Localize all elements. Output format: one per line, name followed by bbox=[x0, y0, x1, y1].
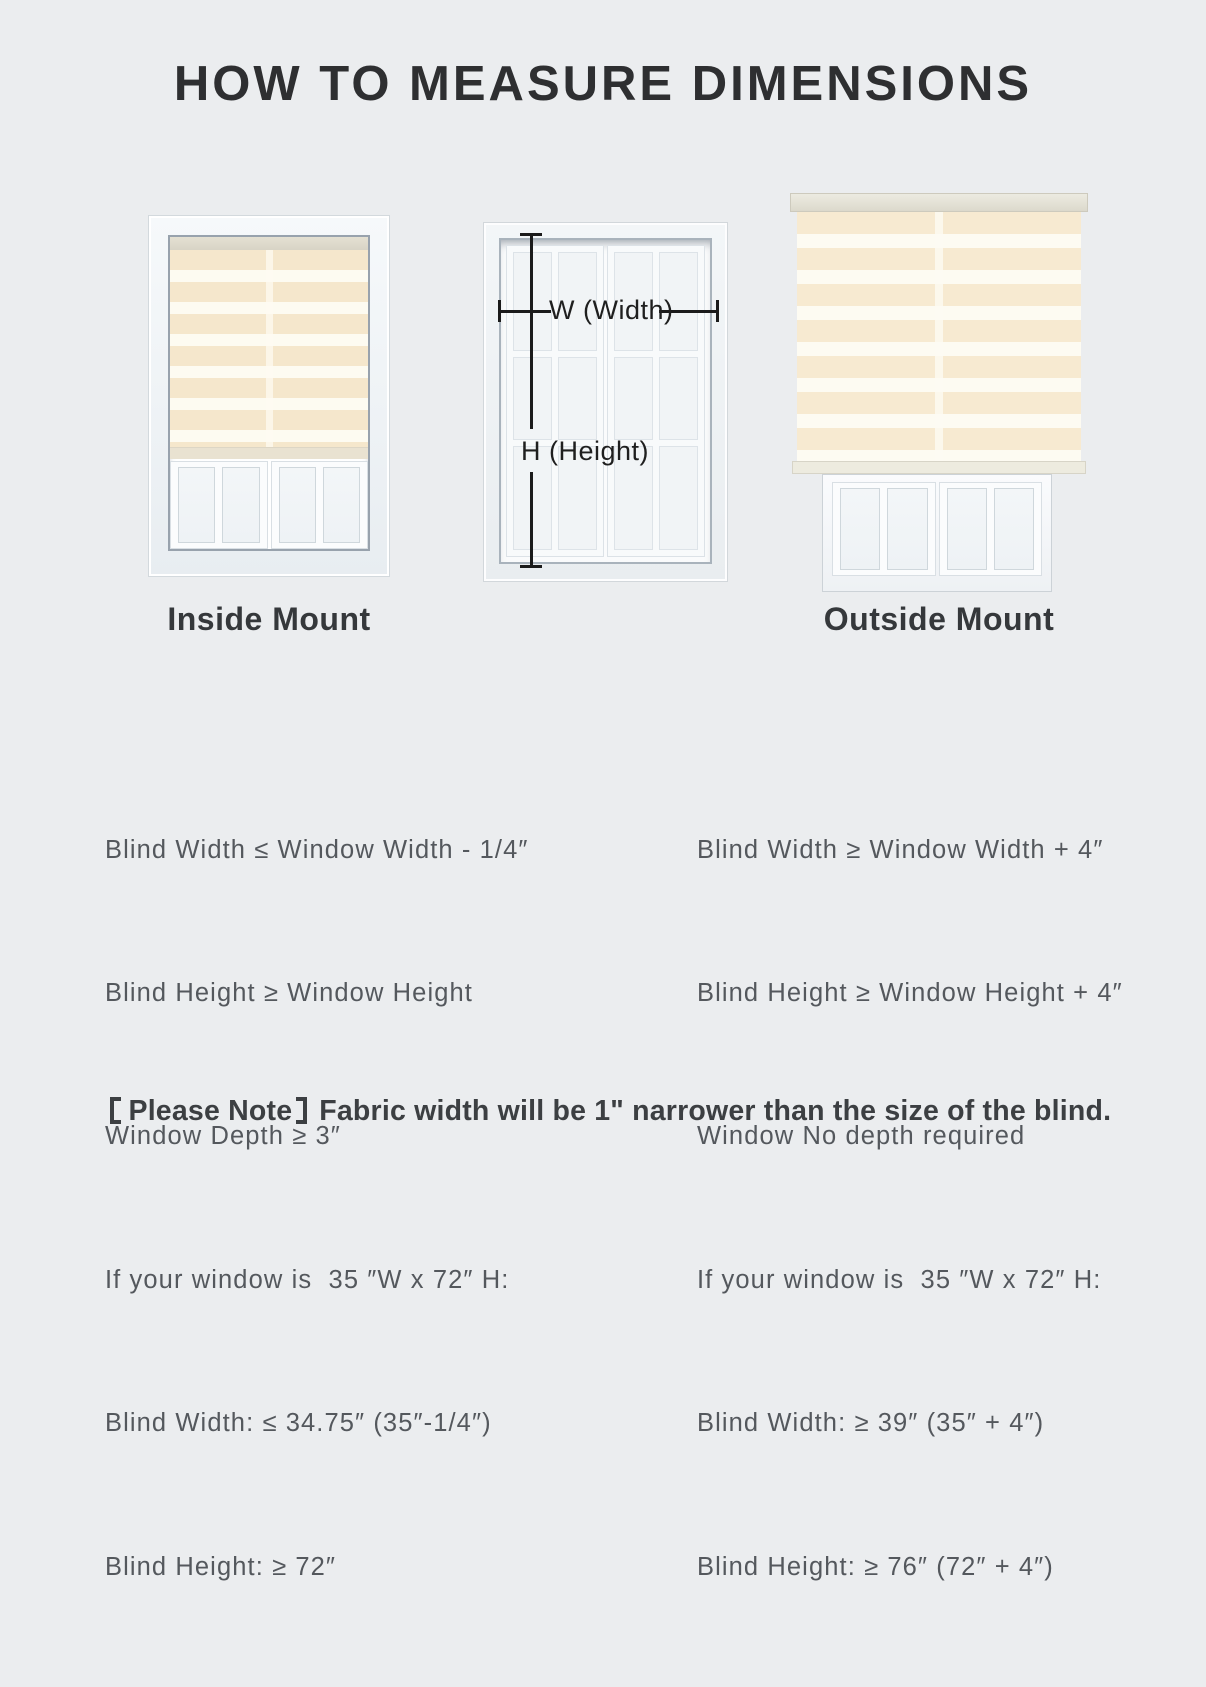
inside-mount-window-illustration bbox=[148, 215, 390, 577]
inside-zebra-blind bbox=[170, 237, 368, 459]
outside-mount-blind-illustration bbox=[790, 193, 1088, 474]
blind-striped-fabric bbox=[170, 250, 368, 447]
measurement-arrows-overlay bbox=[484, 223, 727, 581]
blind-bottom-rail bbox=[792, 461, 1086, 474]
measurement-window-illustration bbox=[483, 222, 728, 582]
width-arrow-line bbox=[501, 310, 551, 313]
blind-header-rail bbox=[790, 193, 1088, 212]
page-title: HOW TO MEASURE DIMENSIONS bbox=[173, 57, 1033, 111]
outside-mount-specs bbox=[697, 731, 1123, 1687]
spec-line: Blind Height ≥ Window Height + 4″ bbox=[697, 978, 1123, 1007]
blind-bottom-rail bbox=[170, 447, 368, 459]
window-panes bbox=[170, 461, 368, 549]
blind-header-rail bbox=[170, 237, 368, 250]
spec-line: Window Depth ≥ 3″ bbox=[105, 1122, 341, 1151]
left-lenticular-bracket bbox=[110, 1097, 121, 1124]
please-note-text bbox=[78, 1062, 1111, 1161]
outside-mount-window-illustration bbox=[822, 474, 1052, 592]
spec-line: If your window is 35 ″W x 72″ H: bbox=[697, 1265, 1102, 1294]
spec-line: Blind Width: ≥ 39″ (35″ + 4″) bbox=[697, 1409, 1045, 1438]
glass-pane bbox=[279, 467, 316, 543]
height-arrow-line bbox=[530, 472, 533, 565]
window-sash bbox=[832, 482, 936, 576]
inside-mount-caption: Inside Mount bbox=[167, 601, 371, 637]
window-panes bbox=[832, 482, 1042, 576]
spec-line: Blind Width ≤ Window Width - 1/4″ bbox=[105, 835, 529, 864]
width-arrow-right-tick bbox=[716, 300, 719, 322]
window-sash bbox=[939, 482, 1043, 576]
blind-striped-fabric bbox=[797, 212, 1081, 461]
spec-line: Blind Height: ≥ 72″ bbox=[105, 1552, 337, 1581]
height-arrow-line bbox=[530, 235, 533, 429]
glass-pane bbox=[947, 488, 987, 570]
height-arrow-bottom-tick bbox=[520, 565, 542, 568]
inside-mount-specs bbox=[105, 731, 529, 1687]
note-body: Fabric width will be 1" narrower than the size of the blind. bbox=[319, 1095, 1112, 1127]
note-label: Please Note bbox=[128, 1095, 293, 1127]
height-label: H (Height) bbox=[521, 436, 650, 466]
spec-line: Blind Width: ≤ 34.75″ (35″-1/4″) bbox=[105, 1409, 492, 1438]
glass-pane bbox=[994, 488, 1034, 570]
spec-line: If your window is 35 ″W x 72″ H: bbox=[105, 1265, 510, 1294]
glass-pane bbox=[323, 467, 360, 543]
glass-pane bbox=[840, 488, 880, 570]
glass-pane bbox=[178, 467, 215, 543]
spec-line: Blind Height: ≥ 76″ (72″ + 4″) bbox=[697, 1552, 1054, 1581]
inside-window-opening bbox=[168, 235, 370, 551]
spec-line: Blind Width ≥ Window Width + 4″ bbox=[697, 835, 1104, 864]
window-sash bbox=[170, 461, 268, 549]
outside-mount-caption: Outside Mount bbox=[823, 601, 1055, 637]
glass-pane bbox=[222, 467, 259, 543]
spec-line: Window No depth required bbox=[697, 1122, 1026, 1151]
glass-pane bbox=[887, 488, 927, 570]
width-label: W (Width) bbox=[549, 295, 674, 325]
right-lenticular-bracket bbox=[296, 1097, 307, 1124]
spec-line: Blind Height ≥ Window Height bbox=[105, 978, 473, 1007]
window-sash bbox=[271, 461, 369, 549]
